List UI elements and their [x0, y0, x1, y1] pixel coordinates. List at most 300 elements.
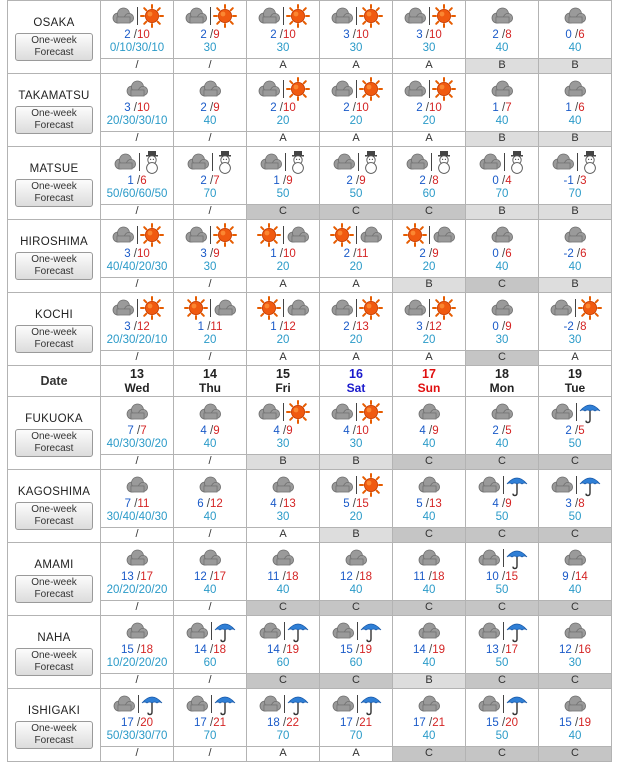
temperature-range	[247, 248, 319, 261]
precip-probability: 20	[349, 261, 363, 273]
temp-max: 9	[359, 175, 366, 187]
temp-separator: /	[206, 29, 214, 41]
temperature-range	[320, 321, 392, 334]
city-name: ISHIGAKI	[27, 704, 81, 717]
temp-max: 9	[213, 425, 220, 437]
weather-icons	[466, 3, 538, 29]
city-weather-row	[8, 147, 612, 205]
cloud-icon	[478, 151, 502, 173]
weekly-forecast-table	[7, 0, 612, 762]
temperature-range	[393, 498, 465, 511]
reliability-cell: C	[393, 455, 466, 470]
sun-icon	[140, 223, 164, 247]
temp-separator: /	[206, 571, 214, 583]
precip-probability: 60	[203, 657, 217, 669]
icon-separator	[139, 153, 140, 171]
temp-separator: /	[349, 498, 356, 510]
weather-icons	[101, 691, 173, 717]
temp-separator: /	[498, 248, 506, 260]
icon-separator	[283, 226, 284, 244]
precip-probability: 40	[495, 115, 509, 127]
forecast-cell	[247, 689, 320, 747]
precip-probability: 40	[203, 438, 217, 450]
temp-separator: /	[498, 102, 506, 114]
precip-probability: 40	[203, 511, 217, 523]
icon-separator	[138, 695, 139, 713]
temp-min: 5	[343, 498, 350, 510]
reliability-cell: /	[101, 59, 174, 74]
temp-min: 4	[492, 498, 499, 510]
temp-separator: /	[498, 321, 506, 333]
temperature-range	[101, 175, 173, 188]
temperature-range	[539, 29, 611, 42]
temperature-range	[247, 321, 319, 334]
one-week-forecast-button-matsue[interactable]: One-week Forecast	[15, 179, 93, 207]
temp-min: 2	[343, 102, 350, 114]
weather-icons	[539, 399, 611, 425]
temp-separator: /	[130, 29, 137, 41]
temperature-range	[101, 717, 173, 730]
reliability-cell: /	[101, 455, 174, 470]
reliability-cell: B	[320, 455, 393, 470]
icon-separator	[504, 153, 505, 171]
temperature-range	[320, 248, 392, 261]
precip-probability: 20	[276, 115, 290, 127]
precip-probability: 40	[422, 657, 436, 669]
reliability-cell: C	[320, 601, 393, 616]
weather-icons	[320, 222, 392, 248]
temp-min: 12	[340, 571, 353, 583]
precip-probability: 40	[568, 730, 582, 742]
forecast-cell	[466, 616, 539, 674]
date-day: 15	[276, 367, 290, 381]
cloud-icon	[417, 401, 441, 423]
temp-max: 9	[213, 248, 220, 260]
temp-separator: /	[571, 717, 579, 729]
one-week-forecast-button-hiroshima[interactable]: One-week Forecast	[15, 252, 93, 280]
one-week-forecast-button-kochi[interactable]: One-week Forecast	[15, 325, 93, 353]
temperature-range	[320, 29, 392, 42]
cloud-icon	[477, 474, 501, 496]
one-week-forecast-button-kagoshima[interactable]: One-week Forecast	[15, 502, 93, 530]
temp-separator: /	[422, 321, 429, 333]
temperature-range	[320, 425, 392, 438]
forecast-cell	[393, 616, 466, 674]
reliability-cell: C	[320, 674, 393, 689]
temp-separator: /	[498, 717, 506, 729]
reliability-cell: B	[539, 132, 612, 147]
forecast-cell	[393, 147, 466, 205]
temperature-range	[466, 102, 538, 115]
temperature-range	[320, 644, 392, 657]
temp-max: 15	[356, 498, 369, 510]
temperature-range	[101, 248, 173, 261]
weather-icons	[174, 691, 246, 717]
temp-max: 3	[580, 175, 587, 187]
forecast-cell	[101, 147, 174, 205]
temp-min: 0	[492, 321, 499, 333]
reliability-cell: /	[101, 205, 174, 220]
reliability-cell: /	[174, 528, 247, 543]
reliability-cell: A	[247, 132, 320, 147]
cloud-icon	[125, 620, 149, 642]
precip-probability: 40	[495, 438, 509, 450]
date-cell	[393, 366, 466, 397]
forecast-cell	[539, 689, 612, 747]
forecast-cell	[247, 293, 320, 351]
reliability-cell: B	[393, 278, 466, 293]
city-weather-row	[8, 220, 612, 278]
weather-icons	[174, 149, 246, 175]
city-weather-row	[8, 616, 612, 674]
weather-icons	[101, 149, 173, 175]
forecast-cell	[101, 293, 174, 351]
date-cell	[466, 366, 539, 397]
umbrella-icon	[287, 692, 309, 716]
one-week-forecast-button-naha[interactable]: One-week Forecast	[15, 648, 93, 676]
date-cell	[247, 366, 320, 397]
precip-probability: 30	[203, 261, 217, 273]
city-weather-row	[8, 1, 612, 59]
temperature-range	[101, 498, 173, 511]
temp-min: 15	[486, 717, 499, 729]
weather-icons	[320, 295, 392, 321]
cloud-icon	[551, 151, 575, 173]
date-weekday: Wed	[124, 381, 150, 395]
temp-separator: /	[349, 102, 356, 114]
precip-probability: 40/40/20/30	[106, 261, 168, 273]
umbrella-icon	[506, 619, 528, 643]
weather-icons	[393, 691, 465, 717]
precip-probability: 20	[349, 115, 363, 127]
forecast-cell	[320, 397, 393, 455]
forecast-cell	[393, 543, 466, 601]
precip-probability: 0/10/30/10	[109, 42, 165, 54]
temp-max: 13	[283, 498, 296, 510]
sun-icon	[432, 77, 456, 101]
temperature-range	[247, 498, 319, 511]
temp-min: 0	[492, 175, 499, 187]
forecast-cell	[539, 397, 612, 455]
precip-probability: 20	[276, 334, 290, 346]
temp-max: 10	[429, 102, 442, 114]
weather-icons	[174, 222, 246, 248]
city-name: AMAMI	[34, 558, 74, 571]
precip-probability: 40	[203, 115, 217, 127]
umbrella-icon	[579, 400, 601, 424]
forecast-cell	[101, 470, 174, 528]
weather-icons	[247, 76, 319, 102]
temperature-range	[539, 498, 611, 511]
cloud-icon	[257, 5, 281, 27]
temp-min: 7	[124, 498, 132, 510]
weather-icons	[393, 76, 465, 102]
precip-probability: 20/30/20/10	[106, 334, 168, 346]
temp-min: 2	[565, 425, 572, 437]
precip-probability: 50/30/30/70	[106, 730, 168, 742]
weather-icons	[101, 76, 173, 102]
sun-icon	[359, 473, 383, 497]
reliability-cell: C	[247, 674, 320, 689]
temp-min: 2	[200, 102, 207, 114]
reliability-cell: C	[466, 674, 539, 689]
reliability-cell: B	[466, 59, 539, 74]
temp-min: 1	[270, 248, 277, 260]
reliability-cell: C	[539, 528, 612, 543]
temp-separator: /	[206, 425, 214, 437]
forecast-cell	[320, 74, 393, 132]
date-day: 13	[130, 367, 144, 381]
temp-min: 15	[121, 644, 134, 656]
forecast-cell	[466, 74, 539, 132]
temp-min: 6	[197, 498, 204, 510]
temp-max: 19	[432, 644, 445, 656]
forecast-cell	[247, 74, 320, 132]
weather-icons	[539, 3, 611, 29]
umbrella-icon	[360, 619, 382, 643]
city-name: KAGOSHIMA	[17, 485, 91, 498]
temperature-range	[247, 717, 319, 730]
date-label: Date	[40, 374, 68, 388]
forecast-cell	[247, 616, 320, 674]
date-weekday: Fri	[275, 381, 291, 395]
temp-separator: /	[352, 175, 360, 187]
temperature-range	[101, 29, 173, 42]
weather-icons	[247, 472, 319, 498]
cloud-icon	[477, 693, 501, 715]
precip-probability: 50	[276, 188, 290, 200]
temp-separator: /	[352, 644, 360, 656]
precip-probability: 40	[349, 584, 363, 596]
temp-min: -1	[563, 175, 574, 187]
reliability-cell: /	[174, 59, 247, 74]
date-header	[8, 366, 612, 397]
forecast-cell	[539, 220, 612, 278]
reliability-cell: C	[466, 601, 539, 616]
weather-icons	[539, 472, 611, 498]
weather-icons	[101, 545, 173, 571]
city-cell-kochi	[8, 293, 101, 366]
weather-icons	[539, 149, 611, 175]
sun-icon	[432, 296, 456, 320]
reliability-cell: C	[466, 455, 539, 470]
reliability-cell: /	[174, 674, 247, 689]
cloud-icon	[286, 224, 310, 246]
temp-separator: /	[130, 102, 137, 114]
temp-max: 9	[213, 102, 220, 114]
temp-separator: /	[498, 644, 506, 656]
date-day: 16	[349, 367, 363, 381]
forecast-rows-bottom	[8, 397, 612, 762]
temp-separator: /	[425, 248, 433, 260]
umbrella-icon	[360, 692, 382, 716]
temp-min: 14	[267, 644, 280, 656]
icon-separator	[356, 226, 357, 244]
date-cell	[320, 366, 393, 397]
weather-icons	[174, 618, 246, 644]
reliability-cell: /	[174, 132, 247, 147]
temp-separator: /	[131, 498, 138, 510]
reliability-cell: A	[393, 351, 466, 366]
temp-max: 16	[578, 644, 591, 656]
reliability-cell: /	[174, 455, 247, 470]
snow-icon	[288, 150, 308, 174]
temp-max: 17	[140, 571, 153, 583]
temperature-range	[539, 102, 611, 115]
reliability-cell: /	[101, 601, 174, 616]
temp-min: 4	[270, 498, 277, 510]
temperature-range	[466, 321, 538, 334]
cloud-icon	[563, 620, 587, 642]
temp-separator: /	[422, 29, 429, 41]
forecast-cell	[174, 397, 247, 455]
reliability-cell: B	[320, 528, 393, 543]
forecast-cell	[174, 1, 247, 59]
cloud-icon	[549, 297, 573, 319]
precip-probability: 20	[422, 261, 436, 273]
forecast-cell	[320, 689, 393, 747]
icon-separator	[356, 403, 357, 421]
temp-max: 20	[505, 717, 518, 729]
temp-min: 3	[124, 321, 131, 333]
cloud-icon	[330, 401, 354, 423]
temp-max: 15	[505, 571, 518, 583]
cloud-icon	[403, 297, 427, 319]
cloud-icon	[330, 5, 354, 27]
temp-max: 21	[213, 717, 226, 729]
temp-min: 5	[416, 498, 423, 510]
temp-min: 0	[492, 248, 499, 260]
temp-min: 18	[267, 717, 280, 729]
sun-icon	[286, 4, 310, 28]
cloud-icon	[477, 547, 501, 569]
reliability-cell: A	[393, 132, 466, 147]
date-cell	[539, 366, 612, 397]
temp-separator: /	[350, 248, 357, 260]
temp-separator: /	[498, 29, 506, 41]
reliability-cell: C	[539, 747, 612, 762]
weather-icons	[539, 618, 611, 644]
cloud-icon	[184, 5, 208, 27]
cloud-icon	[331, 620, 355, 642]
sun-icon	[330, 223, 354, 247]
temperature-range	[393, 644, 465, 657]
temperature-range	[247, 425, 319, 438]
snow-icon	[215, 150, 235, 174]
forecast-cell	[393, 689, 466, 747]
temp-separator: /	[425, 571, 432, 583]
icon-separator	[576, 403, 577, 421]
precip-probability: 40	[422, 730, 436, 742]
umbrella-icon	[287, 619, 309, 643]
weather-icons	[466, 618, 538, 644]
temp-min: 13	[121, 571, 134, 583]
reliability-cell: B	[466, 205, 539, 220]
icon-separator	[356, 7, 357, 25]
temp-separator: /	[571, 425, 579, 437]
one-week-forecast-button-osaka[interactable]: One-week Forecast	[15, 33, 93, 61]
temp-min: 2	[200, 175, 207, 187]
temp-min: 17	[340, 717, 353, 729]
weather-icons	[393, 222, 465, 248]
icon-separator	[284, 622, 285, 640]
temp-separator: /	[133, 717, 141, 729]
cloud-icon	[417, 693, 441, 715]
cloud-icon	[271, 474, 295, 496]
reliability-cell: B	[539, 59, 612, 74]
temp-max: 10	[356, 102, 369, 114]
icon-separator	[429, 299, 430, 317]
umbrella-icon	[506, 692, 528, 716]
temp-min: 2	[492, 425, 499, 437]
temp-max: 10	[283, 248, 296, 260]
cloud-icon	[490, 78, 514, 100]
reliability-cell: /	[101, 747, 174, 762]
date-weekday: Sat	[346, 381, 366, 395]
one-week-forecast-button-ishigaki[interactable]: One-week Forecast	[15, 721, 93, 749]
cloud-icon	[111, 297, 135, 319]
temp-max: 6	[580, 248, 587, 260]
weather-icons	[320, 3, 392, 29]
temp-min: 1	[273, 175, 280, 187]
city-name: OSAKA	[33, 16, 75, 29]
temp-max: 4	[505, 175, 512, 187]
forecast-cell	[101, 689, 174, 747]
temp-max: 9	[286, 175, 293, 187]
sun-icon	[578, 296, 602, 320]
temp-max: 8	[505, 29, 512, 41]
temp-max: 18	[140, 644, 153, 656]
one-week-forecast-button-fukuoka[interactable]: One-week Forecast	[15, 429, 93, 457]
temp-separator: /	[206, 717, 214, 729]
city-cell-matsue	[8, 147, 101, 220]
temp-min: 17	[194, 717, 207, 729]
icon-separator	[211, 622, 212, 640]
temp-separator: /	[133, 425, 141, 437]
umbrella-icon	[506, 473, 528, 497]
temp-max: 10	[137, 102, 150, 114]
forecast-cell	[466, 293, 539, 351]
snow-icon	[580, 150, 600, 174]
one-week-forecast-button-takamatsu[interactable]: One-week Forecast	[15, 106, 93, 134]
temp-min: 3	[124, 248, 131, 260]
precip-probability: 30	[349, 42, 363, 54]
temp-max: 12	[429, 321, 442, 333]
icon-separator	[284, 695, 285, 713]
temperature-range	[466, 29, 538, 42]
temp-separator: /	[573, 248, 581, 260]
icon-separator	[285, 153, 286, 171]
weather-icons	[247, 3, 319, 29]
reliability-cell: /	[174, 205, 247, 220]
precip-probability: 40	[422, 511, 436, 523]
temp-max: 21	[432, 717, 445, 729]
temperature-range	[101, 425, 173, 438]
city-name: HIROSHIMA	[20, 235, 88, 248]
cloud-icon	[550, 401, 574, 423]
temp-max: 10	[137, 248, 150, 260]
forecast-cell	[539, 1, 612, 59]
temperature-range	[393, 321, 465, 334]
forecast-cell	[247, 543, 320, 601]
temp-min: 2	[343, 321, 350, 333]
cloud-icon	[403, 78, 427, 100]
reliability-cell: /	[101, 132, 174, 147]
one-week-forecast-button-amami[interactable]: One-week Forecast	[15, 575, 93, 603]
temperature-range	[101, 321, 173, 334]
precip-probability: 20	[422, 115, 436, 127]
cloud-icon	[111, 5, 135, 27]
